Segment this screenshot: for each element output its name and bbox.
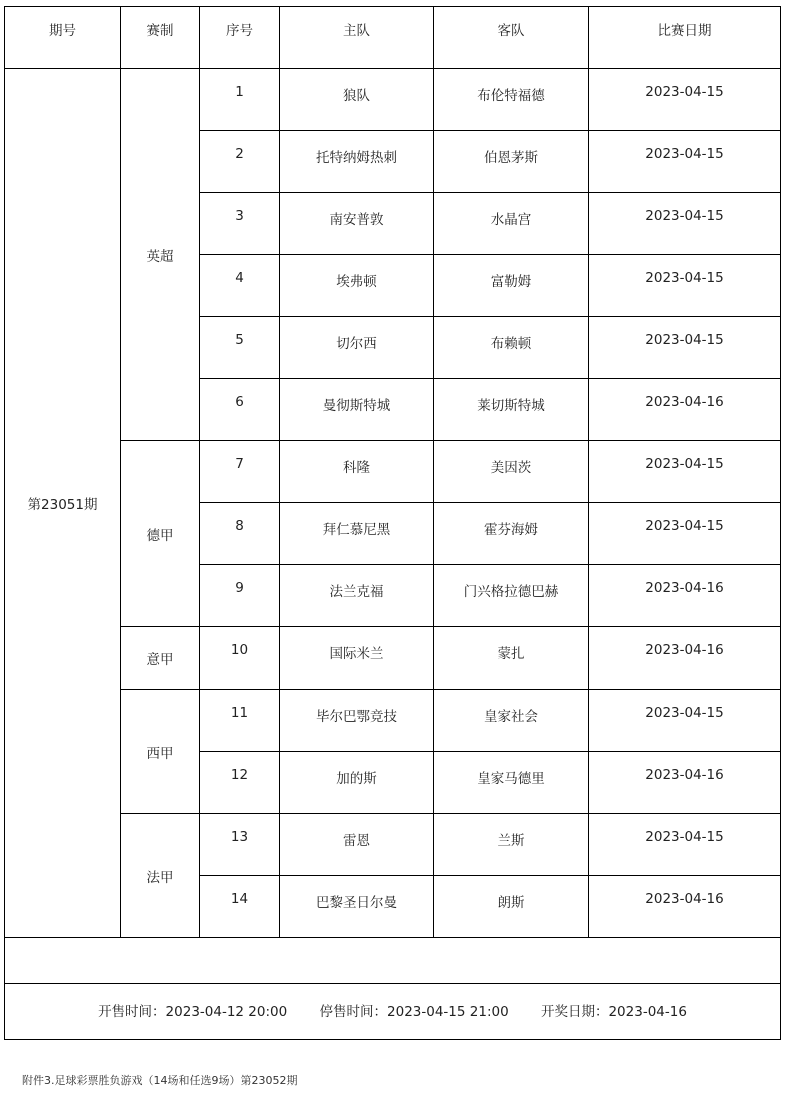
away-team: 伯恩茅斯 (434, 131, 589, 193)
league-cell-ligue-1: 法甲 (121, 814, 200, 938)
match-date: 2023-04-15 (589, 131, 781, 193)
match-no: 5 (200, 317, 280, 379)
match-date: 2023-04-15 (589, 503, 781, 565)
header-period: 期号 (5, 7, 121, 69)
home-team: 加的斯 (280, 752, 434, 814)
match-no: 10 (200, 627, 280, 690)
home-team: 托特纳姆热刺 (280, 131, 434, 193)
match-date: 2023-04-16 (589, 627, 781, 690)
match-no: 3 (200, 193, 280, 255)
footer-row (5, 984, 781, 1040)
blank-cell (5, 938, 781, 984)
match-no: 6 (200, 379, 280, 441)
home-team: 法兰克福 (280, 565, 434, 627)
match-no: 13 (200, 814, 280, 876)
table-row (5, 627, 781, 690)
away-team: 朗斯 (434, 876, 589, 938)
league-cell-serie-a: 意甲 (121, 627, 200, 690)
match-no: 11 (200, 690, 280, 752)
period-cell: 第23051期 (5, 69, 121, 938)
match-schedule-table (4, 6, 781, 1040)
header-index: 序号 (200, 7, 280, 69)
sale-start-time: 开售时间：2023-04-12 20:00 (98, 1003, 288, 1020)
home-team: 曼彻斯特城 (280, 379, 434, 441)
match-no: 14 (200, 876, 280, 938)
match-date: 2023-04-16 (589, 876, 781, 938)
match-date: 2023-04-15 (589, 317, 781, 379)
away-team: 门兴格拉德巴赫 (434, 565, 589, 627)
away-team: 霍芬海姆 (434, 503, 589, 565)
away-team: 兰斯 (434, 814, 589, 876)
league-cell-epl: 英超 (121, 69, 200, 441)
sale-stop-time: 停售时间：2023-04-15 21:00 (319, 1003, 509, 1020)
attachment-caption: 附件3.足球彩票胜负游戏（14场和任选9场）第23052期 (22, 1074, 298, 1087)
match-date: 2023-04-15 (589, 193, 781, 255)
home-team: 科隆 (280, 441, 434, 503)
match-no: 9 (200, 565, 280, 627)
away-team: 美因茨 (434, 441, 589, 503)
header-league: 赛制 (121, 7, 200, 69)
home-team: 毕尔巴鄂竞技 (280, 690, 434, 752)
header-row (5, 7, 781, 69)
match-date: 2023-04-16 (589, 379, 781, 441)
match-date: 2023-04-15 (589, 441, 781, 503)
home-team: 国际米兰 (280, 627, 434, 690)
away-team: 布赖顿 (434, 317, 589, 379)
home-team: 狼队 (280, 69, 434, 131)
table-row (5, 814, 781, 876)
blank-row (5, 938, 781, 984)
away-team: 蒙扎 (434, 627, 589, 690)
away-team: 富勒姆 (434, 255, 589, 317)
league-cell-la-liga: 西甲 (121, 690, 200, 814)
match-date: 2023-04-15 (589, 690, 781, 752)
header-home-team: 主队 (280, 7, 434, 69)
draw-date: 开奖日期：2023-04-16 (540, 1003, 687, 1020)
match-date: 2023-04-15 (589, 255, 781, 317)
table-row (5, 690, 781, 752)
home-team: 雷恩 (280, 814, 434, 876)
match-date: 2023-04-15 (589, 814, 781, 876)
match-no: 7 (200, 441, 280, 503)
home-team: 巴黎圣日尔曼 (280, 876, 434, 938)
match-no: 1 (200, 69, 280, 131)
match-date: 2023-04-16 (589, 565, 781, 627)
home-team: 切尔西 (280, 317, 434, 379)
away-team: 布伦特福德 (434, 69, 589, 131)
table-row (5, 69, 781, 131)
home-team: 南安普敦 (280, 193, 434, 255)
match-no: 2 (200, 131, 280, 193)
away-team: 皇家马德里 (434, 752, 589, 814)
home-team: 拜仁慕尼黑 (280, 503, 434, 565)
header-match-date: 比赛日期 (589, 7, 781, 69)
away-team: 莱切斯特城 (434, 379, 589, 441)
table-row (5, 441, 781, 503)
league-cell-bundesliga: 德甲 (121, 441, 200, 627)
match-no: 12 (200, 752, 280, 814)
away-team: 水晶宫 (434, 193, 589, 255)
match-no: 4 (200, 255, 280, 317)
home-team: 埃弗顿 (280, 255, 434, 317)
away-team: 皇家社会 (434, 690, 589, 752)
footer-cell (5, 984, 781, 1040)
match-date: 2023-04-15 (589, 69, 781, 131)
match-date: 2023-04-16 (589, 752, 781, 814)
header-away-team: 客队 (434, 7, 589, 69)
match-no: 8 (200, 503, 280, 565)
